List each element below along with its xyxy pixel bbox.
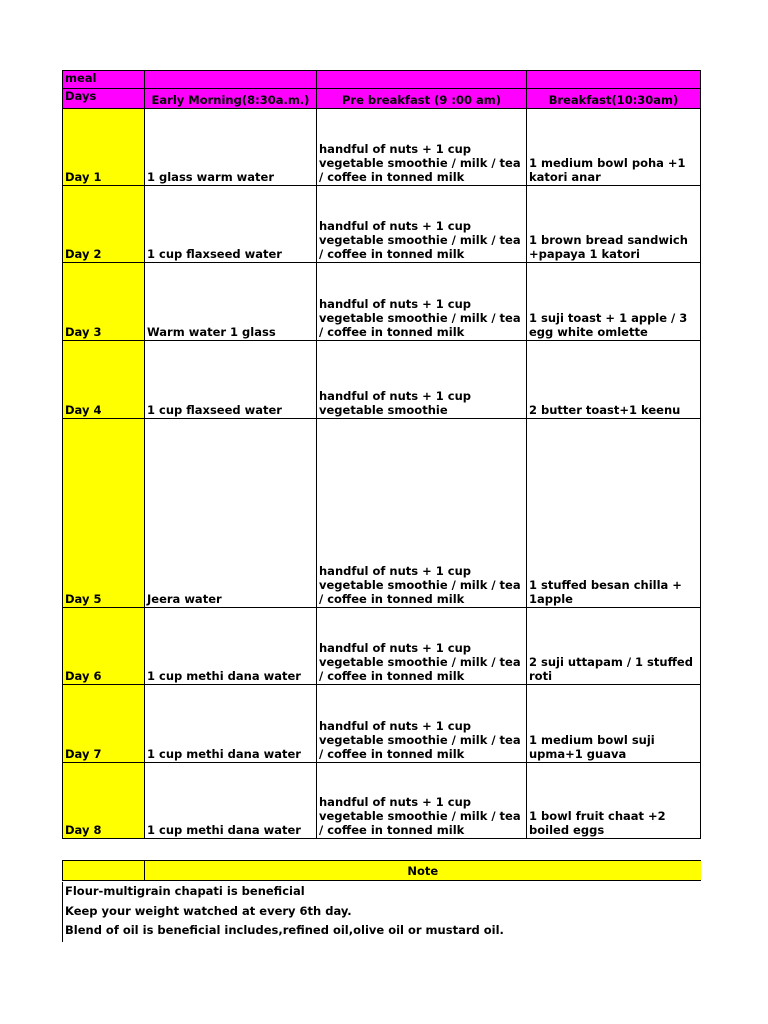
table-row [63, 109, 701, 186]
pre-breakfast-cell: handful of nuts + 1 cup vegetable smoothie / milk / tea / coffee in tonned milk [317, 263, 527, 341]
table-row [63, 263, 701, 341]
header-blank-cell [527, 71, 701, 89]
note-line: Blend of oil is beneficial includes,refined oil,olive oil or mustard oil. [65, 923, 504, 937]
diet-plan-table [62, 70, 701, 839]
header-row-meal [63, 71, 701, 89]
breakfast-cell: 1 bowl fruit chaat +2 boiled eggs [527, 763, 701, 839]
note-lines [62, 882, 703, 942]
note-line: Flour-multigrain chapati is beneficial [65, 884, 305, 898]
day-cell: Day 7 [63, 685, 145, 763]
breakfast-cell: 1 brown bread sandwich +papaya 1 katori [527, 186, 701, 263]
early-morning-cell: 1 cup methi dana water [145, 608, 317, 685]
day-cell: Day 2 [63, 186, 145, 263]
header-blank-cell [317, 71, 527, 89]
early-morning-header: Early Morning(8:30a.m.) [145, 89, 317, 109]
day-cell: Day 5 [63, 419, 145, 608]
early-morning-cell: 1 cup methi dana water [145, 763, 317, 839]
note-line: Keep your weight watched at every 6th day. [65, 903, 352, 918]
pre-breakfast-cell: handful of nuts + 1 cup vegetable smoothie / milk / tea / coffee in tonned milk [317, 109, 527, 186]
early-morning-cell: 1 cup methi dana water [145, 685, 317, 763]
breakfast-cell: 1 medium bowl poha +1 katori anar [527, 109, 701, 186]
pre-breakfast-cell: handful of nuts + 1 cup vegetable smoothie / milk / tea / coffee in tonned milk [317, 685, 527, 763]
breakfast-cell: 2 butter toast+1 keenu [527, 341, 701, 419]
breakfast-cell: 1 medium bowl suji upma+1 guava [527, 685, 701, 763]
meal-header-cell: meal [63, 71, 145, 89]
breakfast-cell: 2 suji uttapam / 1 stuffed roti [527, 608, 701, 685]
pre-breakfast-cell: handful of nuts + 1 cup vegetable smoothie / milk / tea / coffee in tonned milk [317, 186, 527, 263]
day-cell: Day 3 [63, 263, 145, 341]
table-row [63, 186, 701, 263]
breakfast-cell: 1 stuffed besan chilla + 1apple [527, 419, 701, 608]
table-row [63, 763, 701, 839]
table-row [63, 608, 701, 685]
table-row [63, 419, 701, 608]
note-header-blank [63, 861, 145, 881]
table-row [63, 341, 701, 419]
breakfast-cell: 1 suji toast + 1 apple / 3 egg white omlette [527, 263, 701, 341]
days-header-cell: Days [63, 89, 145, 109]
early-morning-cell: 1 cup flaxseed water [145, 186, 317, 263]
pre-breakfast-cell: handful of nuts + 1 cup vegetable smoothie / milk / tea / coffee in tonned milk [317, 419, 527, 608]
table-row [63, 685, 701, 763]
pre-breakfast-cell: handful of nuts + 1 cup vegetable smoothie / milk / tea / coffee in tonned milk [317, 608, 527, 685]
note-header-table [62, 860, 701, 881]
early-morning-cell: Warm water 1 glass [145, 263, 317, 341]
breakfast-header: Breakfast(10:30am) [527, 89, 701, 109]
day-cell: Day 1 [63, 109, 145, 186]
early-morning-cell: Jeera water [145, 419, 317, 608]
pre-breakfast-header: Pre breakfast (9 :00 am) [317, 89, 527, 109]
day-cell: Day 6 [63, 608, 145, 685]
early-morning-cell: 1 cup flaxseed water [145, 341, 317, 419]
pre-breakfast-cell: handful of nuts + 1 cup vegetable smoothie / milk / tea / coffee in tonned milk [317, 763, 527, 839]
day-cell: Day 8 [63, 763, 145, 839]
pre-breakfast-cell: handful of nuts + 1 cup vegetable smoothie [317, 341, 527, 419]
note-title: Note [145, 861, 701, 881]
header-blank-cell [145, 71, 317, 89]
early-morning-cell: 1 glass warm water [145, 109, 317, 186]
day-cell: Day 4 [63, 341, 145, 419]
header-row-days [63, 89, 701, 109]
